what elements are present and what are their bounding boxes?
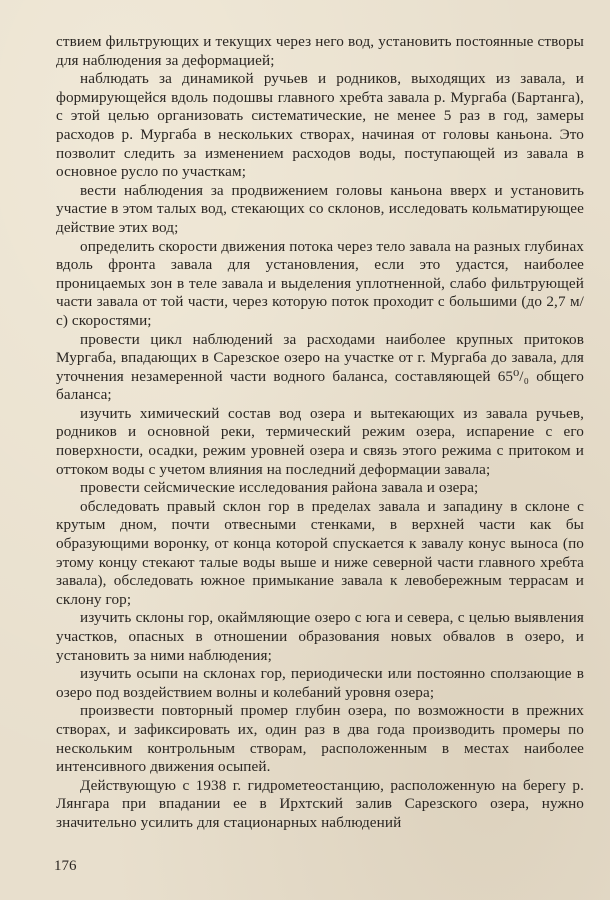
paragraph: провести сейсмические исследования района завала и озера; bbox=[80, 479, 479, 497]
page-number: 176 bbox=[54, 858, 77, 874]
paragraph: наблюдать за динамикой ручьев и родников, выходящих из завала, и формирующейся вдоль подошвы главного хребта завала р. Мургаба (Бартанга), с этой целью организовать систематические, не менее 5 раз в год, замеры расходов р. Мургаба в нескольких створах, начиная от головы каньона. Это позволит следить за изменением расходов воды, поступающей из завала в основное русло по участкам; bbox=[56, 70, 584, 181]
paragraph: изучить осыпи на склонах гор, периодически или постоянно сползающие в озеро под воздействием волны и колебаний уровня озера; bbox=[56, 665, 584, 701]
paragraph: определить скорости движения потока через тело завала на разных глубинах вдоль фронта завала для установления, если это удастся, наиболее проницаемых зон в теле завала и выделения уплотненной, слабо фильтрующей части завала от той части, через которую поток проходит с большими (до 2,7 м/с) скоростями; bbox=[56, 237, 584, 329]
body-text bbox=[56, 33, 584, 833]
paragraph: изучить склоны гор, окаймляющие озеро с юга и севера, с целью выявления участков, опасных в отношении образования новых обвалов в озеро, и установить за ними наблюдения; bbox=[56, 609, 584, 664]
paragraph: ствием фильтрующих и текущих через него вод, установить постоянные створы для наблюдения за деформацией; bbox=[56, 33, 584, 69]
paragraph: Действующую с 1938 г. гидрометеостанцию, расположенную на берегу р. Лянгара при впадании ее в Ирхтский залив Сарезского озера, нужно значительно усилить для стационарных наблюдений bbox=[56, 776, 584, 831]
paragraph: изучить химический состав вод озера и вытекающих из завала ручьев, родников и основной реки, термический режим озера, испарение с его поверхности, осадки, режим уровней озера и связь этого режима с притоком и оттоком воды с учетом влияния на последний деформации завала; bbox=[56, 404, 584, 478]
paragraph: провести цикл наблюдений за расходами наиболее крупных притоков Мургаба, впадающих в Сарезское озеро на участке от г. Мургаба до завала, для уточнения незамеренной части водного баланса, составляющей 65⁰/₀ общего баланса; bbox=[56, 330, 584, 404]
paragraph: произвести повторный промер глубин озера, по возможности в прежних створах, и зафиксировать их, один раз в два года производить промеры по нескольким контрольным створам, расположенным в местах наиболее интенсивного движения осыпей. bbox=[56, 702, 584, 776]
paragraph: вести наблюдения за продвижением головы каньона вверх и установить участие в этом талых вод, стекающих со склонов, исследовать кольматирующее действие этих вод; bbox=[56, 181, 584, 236]
paragraph: обследовать правый склон гор в пределах завала и западину в склоне с крутым дном, почти отвесными стенками, в верхней части как бы образующими воронку, от конца которой спускается к завалу конус выноса (по этому концу стекают талые воды выше и ниже северной части главного хребта завала), обследовать южное примыкание завала к левобережным террасам и склону гор; bbox=[56, 497, 584, 608]
